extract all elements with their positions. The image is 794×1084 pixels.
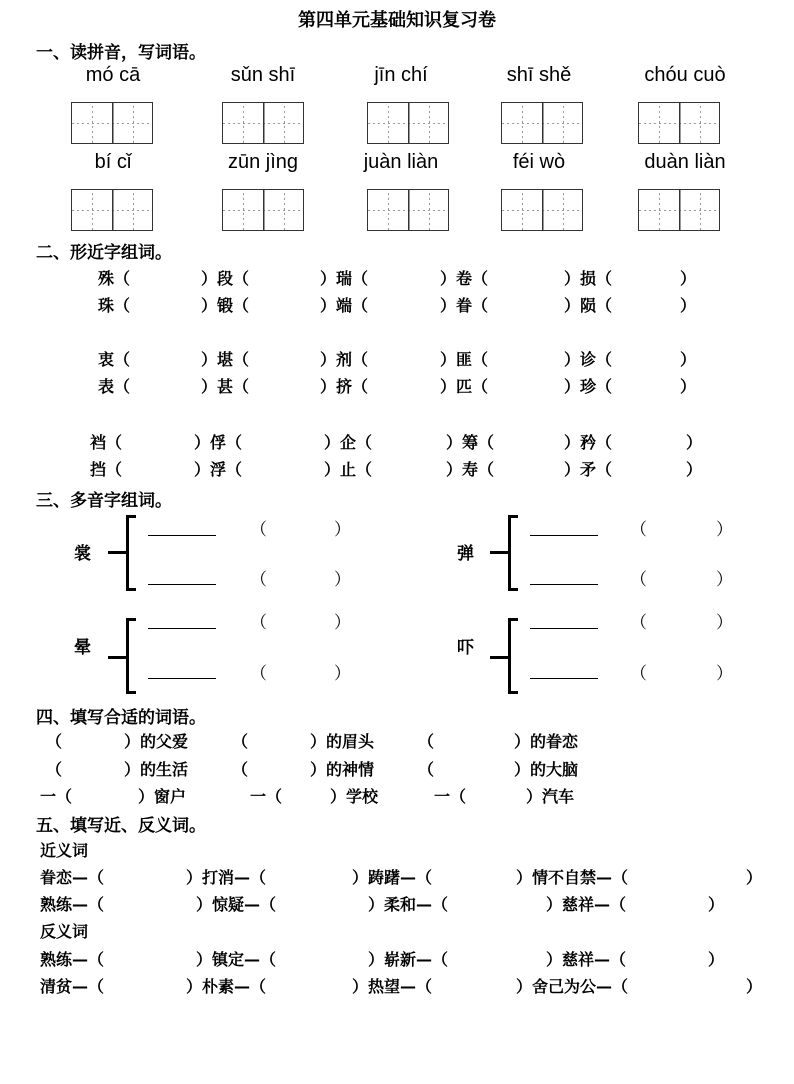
- word-cell: ）惊疑—（: [196, 895, 277, 914]
- paren-close: ）: [334, 664, 351, 684]
- similar-cell: ）浮（: [194, 460, 243, 479]
- similar-cell: ）匪（: [440, 350, 489, 369]
- similar-cell: ）诊（: [564, 350, 613, 369]
- similar-cell: ）眷（: [440, 296, 489, 315]
- word-cell: ）踌躇—（: [352, 868, 433, 887]
- fill-cell: ）的生活: [124, 760, 189, 779]
- writing-grid[interactable]: [71, 189, 153, 231]
- writing-grid[interactable]: [501, 102, 583, 144]
- similar-cell: ）甚（: [201, 377, 250, 396]
- similar-cell: ）俘（: [194, 433, 243, 452]
- pinyin-8: juàn liàn: [363, 151, 439, 173]
- similar-cell: 裆（: [90, 433, 123, 452]
- answer-line[interactable]: [530, 678, 598, 679]
- word-cell: ）镇定—（: [196, 950, 277, 969]
- similar-cell: ）端（: [320, 296, 369, 315]
- similar-cell: ）瑞（: [320, 269, 369, 288]
- similar-cell: ）挤（: [320, 377, 369, 396]
- writing-grid[interactable]: [638, 102, 720, 144]
- section-3-heading: 三、多音字组词。: [36, 491, 172, 511]
- similar-row-1: [98, 266, 698, 288]
- paren-open: （: [250, 664, 267, 684]
- synonym-label: 近义词: [40, 841, 89, 860]
- similar-cell: 挡（: [90, 460, 123, 479]
- section-2-heading: 二、形近字组词。: [36, 243, 172, 263]
- similar-cell: ）损（: [564, 269, 613, 288]
- fill-cell: （: [46, 732, 63, 751]
- brace: [490, 656, 510, 659]
- pinyin-2: sǔn shī: [230, 64, 296, 86]
- brace: [108, 551, 128, 554]
- similar-cell: ）: [680, 350, 697, 369]
- paren-close: ）: [716, 520, 733, 540]
- paren-open: （: [250, 520, 267, 540]
- word-cell: ）慈祥—（: [546, 895, 627, 914]
- paren-close: ）: [334, 613, 351, 633]
- similar-cell: 殊（: [98, 269, 131, 288]
- word-cell: ）崭新—（: [368, 950, 449, 969]
- fill-cell: （: [418, 760, 435, 779]
- writing-grid[interactable]: [638, 189, 720, 231]
- word-cell: 熟练—（: [40, 895, 105, 914]
- similar-cell: 表（: [98, 377, 131, 396]
- pinyin-4: shī shě: [506, 64, 572, 86]
- similar-row-6: [90, 457, 710, 479]
- polyphone-char: 裳: [74, 544, 91, 564]
- pinyin-10: duàn liàn: [644, 151, 726, 173]
- similar-cell: 衷（: [98, 350, 131, 369]
- paren-open: （: [630, 570, 647, 590]
- similar-row-5: [90, 430, 710, 452]
- writing-grid[interactable]: [501, 189, 583, 231]
- similar-cell: ）堪（: [201, 350, 250, 369]
- paren-open: （: [250, 570, 267, 590]
- antonym-row-2: [40, 974, 770, 996]
- paren-close: ）: [716, 664, 733, 684]
- section-5-heading: 五、填写近、反义词。: [36, 816, 206, 836]
- word-cell: 清贫—（: [40, 977, 105, 996]
- fill-row-3: [40, 784, 640, 806]
- similar-cell: ）矜（: [564, 433, 613, 452]
- similar-cell: ）剂（: [320, 350, 369, 369]
- polyphone-char: 吓: [457, 638, 474, 658]
- similar-cell: 珠（: [98, 296, 131, 315]
- antonym-row-1: [40, 947, 740, 969]
- word-cell: 熟练—（: [40, 950, 105, 969]
- similar-cell: ）锻（: [201, 296, 250, 315]
- polyphone-char: 晕: [74, 638, 91, 658]
- similar-cell: ）陨（: [564, 296, 613, 315]
- similar-cell: ）匹（: [440, 377, 489, 396]
- fill-cell: （: [418, 732, 435, 751]
- fill-cell: 一（: [40, 787, 73, 806]
- brace: [126, 515, 129, 591]
- brace: [108, 656, 128, 659]
- writing-grid[interactable]: [222, 102, 304, 144]
- word-cell: ）: [708, 950, 725, 969]
- paren-open: （: [630, 520, 647, 540]
- brace: [508, 618, 511, 694]
- synonym-row-1: [40, 865, 770, 887]
- fill-cell: ）的眉头: [310, 732, 375, 751]
- brace: [508, 588, 518, 591]
- word-cell: ）柔和—（: [368, 895, 449, 914]
- pinyin-6: bí cǐ: [94, 151, 132, 173]
- writing-grid[interactable]: [71, 102, 153, 144]
- fill-cell: 一（: [434, 787, 467, 806]
- word-cell: ）打消—（: [186, 868, 267, 887]
- fill-cell: ）的眷恋: [514, 732, 579, 751]
- word-cell: ）慈祥—（: [546, 950, 627, 969]
- pinyin-5: chóu cuò: [644, 64, 726, 86]
- paren-close: ）: [716, 613, 733, 633]
- brace: [508, 618, 518, 621]
- similar-cell: ）: [686, 460, 703, 479]
- fill-cell: ）汽车: [526, 787, 575, 806]
- page-title: 第四单元基础知识复习卷: [298, 10, 496, 31]
- fill-cell: （: [232, 732, 249, 751]
- similar-cell: ）: [680, 377, 697, 396]
- word-cell: ）情不自禁—（: [516, 868, 629, 887]
- writing-grid[interactable]: [222, 189, 304, 231]
- word-cell: ）: [746, 868, 763, 887]
- answer-line[interactable]: [530, 535, 598, 536]
- fill-cell: （: [232, 760, 249, 779]
- brace: [126, 515, 136, 518]
- similar-cell: ）筹（: [446, 433, 495, 452]
- word-cell: ）热望—（: [352, 977, 433, 996]
- similar-cell: ）寿（: [446, 460, 495, 479]
- brace: [126, 618, 136, 621]
- brace: [508, 515, 511, 591]
- pinyin-3: jīn chí: [374, 64, 428, 86]
- similar-cell: ）: [686, 433, 703, 452]
- similar-cell: ）卷（: [440, 269, 489, 288]
- fill-cell: ）的大脑: [514, 760, 579, 779]
- answer-line[interactable]: [148, 678, 216, 679]
- answer-line[interactable]: [148, 584, 216, 585]
- answer-line[interactable]: [148, 535, 216, 536]
- word-cell: ）舍己为公—（: [516, 977, 629, 996]
- section-4-heading: 四、填写合适的词语。: [36, 708, 206, 728]
- paren-open: （: [250, 613, 267, 633]
- similar-cell: ）矛（: [564, 460, 613, 479]
- brace: [508, 691, 518, 694]
- fill-cell: ）的神情: [310, 760, 375, 779]
- answer-line[interactable]: [148, 628, 216, 629]
- answer-line[interactable]: [530, 628, 598, 629]
- fill-row-1: [46, 729, 646, 751]
- pinyin-7: zūn jìng: [227, 151, 299, 173]
- fill-cell: ）学校: [330, 787, 379, 806]
- word-cell: ）: [708, 895, 725, 914]
- pinyin-1: mó cā: [85, 64, 141, 86]
- word-cell: ）朴素—（: [186, 977, 267, 996]
- paren-close: ）: [716, 570, 733, 590]
- similar-row-4: [98, 374, 698, 396]
- section-1-heading: 一、读拼音，写词语。: [36, 43, 206, 63]
- pinyin-9: féi wò: [512, 151, 566, 173]
- similar-row-2: [98, 293, 698, 315]
- brace: [126, 618, 129, 694]
- similar-cell: ）: [680, 269, 697, 288]
- brace: [508, 515, 518, 518]
- similar-cell: ）段（: [201, 269, 250, 288]
- brace: [490, 551, 510, 554]
- synonym-row-2: [40, 892, 740, 914]
- word-cell: 眷恋—（: [40, 868, 105, 887]
- similar-cell: ）: [680, 296, 697, 315]
- paren-open: （: [630, 664, 647, 684]
- antonym-label: 反义词: [40, 922, 89, 941]
- fill-cell: 一（: [250, 787, 283, 806]
- similar-cell: ）企（: [324, 433, 373, 452]
- paren-close: ）: [334, 520, 351, 540]
- similar-cell: ）止（: [324, 460, 373, 479]
- fill-row-2: [46, 757, 646, 779]
- fill-cell: ）的父爱: [124, 732, 189, 751]
- brace: [126, 691, 136, 694]
- similar-row-3: [98, 347, 698, 369]
- fill-cell: （: [46, 760, 63, 779]
- polyphone-char: 弹: [457, 544, 474, 564]
- answer-line[interactable]: [530, 584, 598, 585]
- similar-cell: ）珍（: [564, 377, 613, 396]
- writing-grid[interactable]: [367, 102, 449, 144]
- paren-open: （: [630, 613, 647, 633]
- brace: [126, 588, 136, 591]
- paren-close: ）: [334, 570, 351, 590]
- word-cell: ）: [746, 977, 763, 996]
- writing-grid[interactable]: [367, 189, 449, 231]
- fill-cell: ）窗户: [138, 787, 187, 806]
